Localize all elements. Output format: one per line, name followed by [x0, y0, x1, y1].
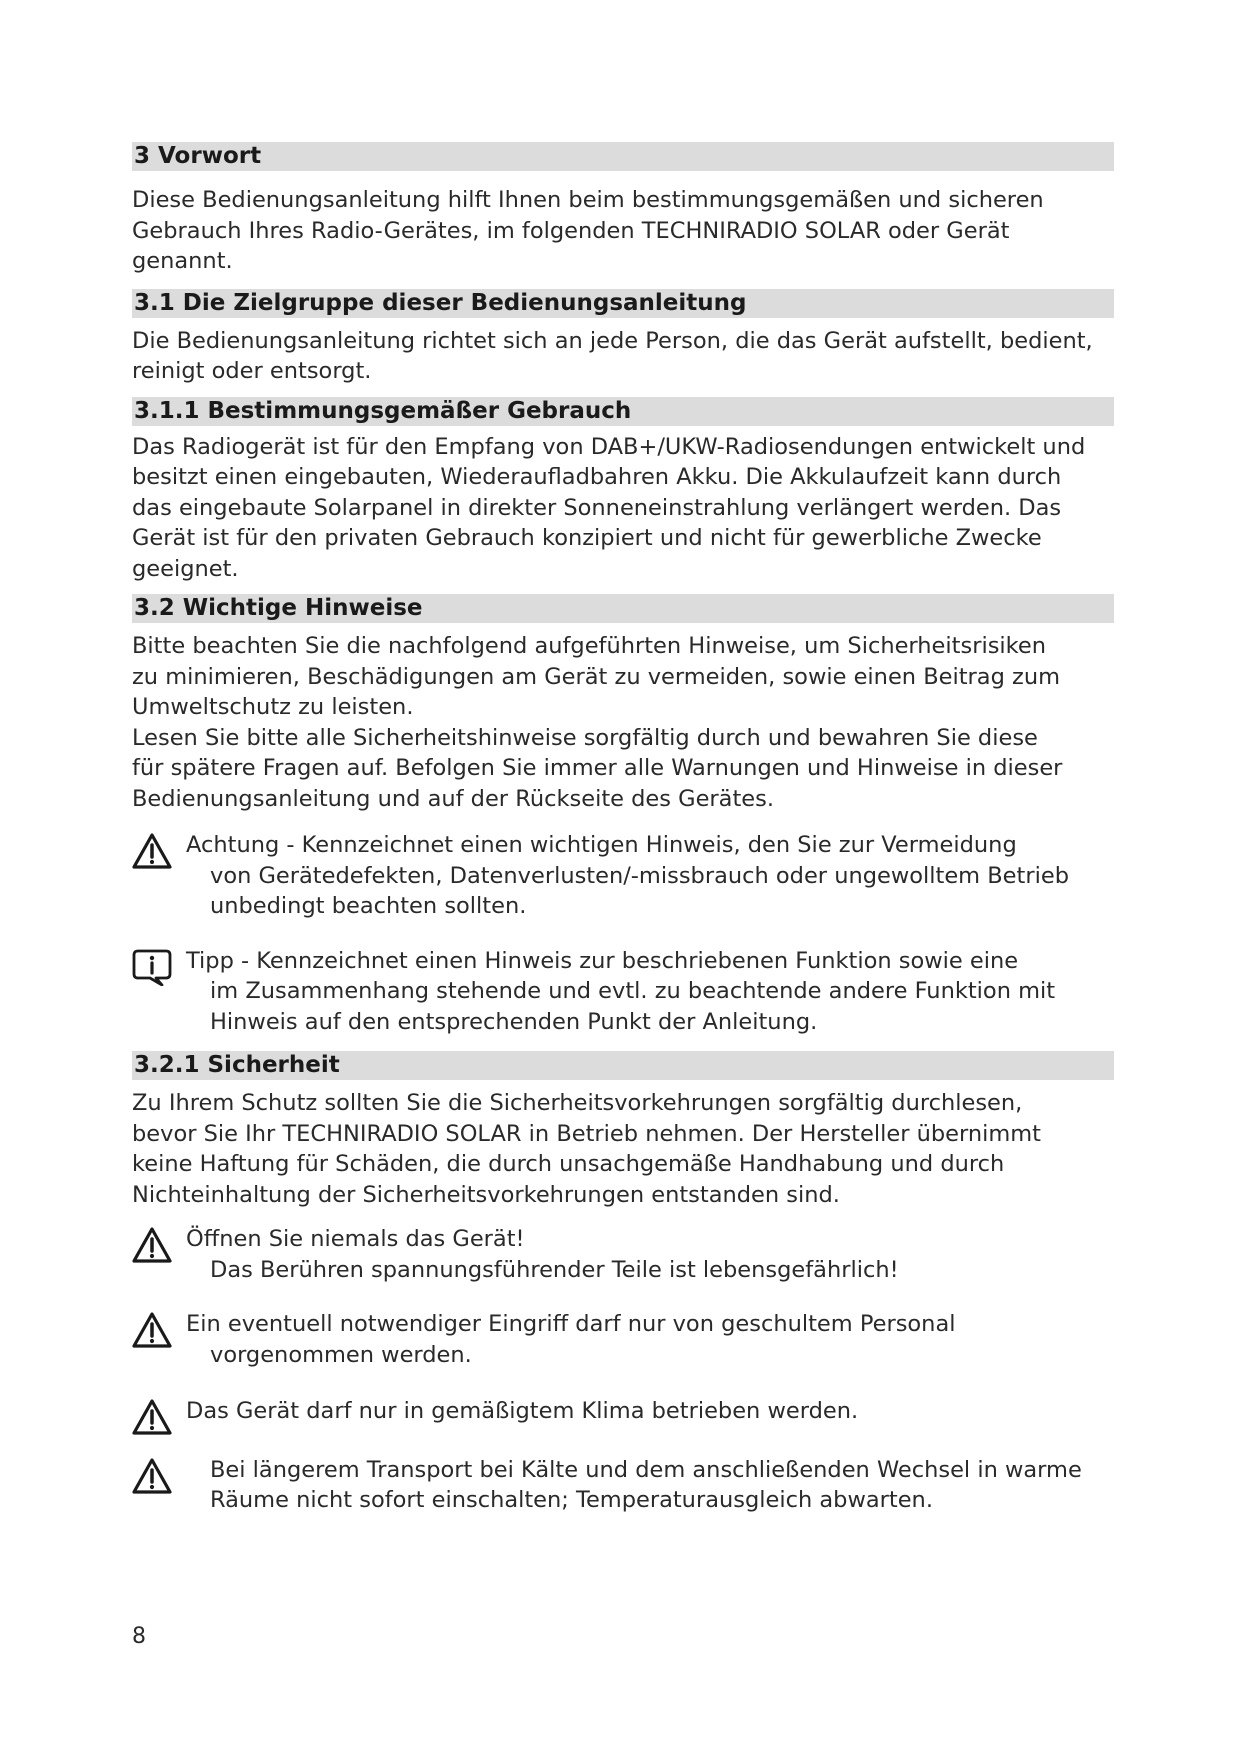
warning-transport — [132, 1455, 1114, 1516]
paragraph-sicherheit: Zu Ihrem Schutz sollten Sie die Sicherheitsvorkehrungen sorgfältig durchlesen, bevor Sie Ihr TECHNIRADIO SOLAR in Betrieb nehmen. Der Hersteller übernimmt keine Haftung für Schäden, die durch unsachgemäße Handhabung und durch Nichteinhaltung der Sicherheitsvorkehrungen entstanden sind. — [132, 1090, 1042, 1208]
manual-page — [132, 142, 1114, 1516]
paragraph-bestimmungsgemaesser-gebrauch: Das Radiogerät ist für den Empfang von DAB+/UKW-Radiosendungen entwickelt und besitzt einen eingebauten, Wiederaufladbahren Akku. Die Akkulaufzeit kann durch das eingebaute Solarpanel in direkter Sonneneinstrahlung verlängert werden. Das Gerät ist für den privaten Gebrauch konzipiert und nicht für gewerbliche Zwecke geeignet. — [132, 433, 1086, 582]
warning-climate — [132, 1396, 1114, 1427]
page-number: 8 — [132, 1624, 146, 1649]
heading-vorwort: 3 Vorwort — [132, 142, 1114, 171]
warning-triangle-icon — [132, 1457, 172, 1495]
warning-open-device-first-line: Öffnen Sie niemals das Gerät! — [186, 1226, 525, 1252]
warning-qualified-personnel-first-line: Ein eventuell notwendiger Eingriff darf nur von geschultem Personal — [186, 1311, 956, 1337]
warning-open-device — [132, 1224, 1114, 1285]
note-tip-first-line: Tipp - Kennzeichnet einen Hinweis zur beschriebenen Funktion sowie eine — [186, 947, 1019, 974]
paragraph-wichtige-hinweise: Bitte beachten Sie die nachfolgend aufgeführten Hinweise, um Sicherheitsrisiken zu minimieren, Beschädigungen am Gerät zu vermeiden, sowie einen Beitrag zum Umweltschutz zu leisten. Lesen Sie bitte alle Sicherheitshinweise sorgfältig durch und bewahren Sie diese für spätere Fragen auf. Befolgen Sie immer alle Warnungen und Hinweise in dieser Bedienungsanleitung und auf der Rückseite des Gerätes. — [132, 633, 1063, 812]
note-attention-first-line: Achtung - Kennzeichnet einen wichtigen Hinweis, den Sie zur Vermeidung — [186, 832, 1017, 858]
heading-bestimmungsgemaesser-gebrauch: 3.1.1 Bestimmungsgemäßer Gebrauch — [132, 397, 1114, 426]
warning-triangle-icon — [132, 1311, 172, 1349]
warning-triangle-icon — [132, 1398, 172, 1436]
warning-transport-text: Bei längerem Transport bei Kälte und dem anschließenden Wechsel in warme Räume nicht sofort einschalten; Temperaturausgleich abwarten. — [210, 1456, 1082, 1513]
heading-sicherheit: 3.2.1 Sicherheit — [132, 1051, 1114, 1080]
warning-qualified-personnel-continuation: vorgenommen werden. — [210, 1341, 472, 1368]
warning-climate-first-line: Das Gerät darf nur in gemäßigtem Klima betrieben werden. — [186, 1398, 859, 1424]
heading-zielgruppe: 3.1 Die Zielgruppe dieser Bedienungsanleitung — [132, 289, 1114, 318]
paragraph-zielgruppe: Die Bedienungsanleitung richtet sich an jede Person, die das Gerät aufstellt, bedient, reinigt oder entsorgt. — [132, 327, 1093, 384]
warning-triangle-icon — [132, 832, 172, 870]
note-tip-continuation: im Zusammenhang stehende und evtl. zu beachtende andere Funktion mit Hinweis auf den entsprechenden Punkt der Anleitung. — [210, 978, 1056, 1035]
heading-wichtige-hinweise: 3.2 Wichtige Hinweise — [132, 594, 1114, 623]
warning-triangle-icon — [132, 1226, 172, 1264]
warning-open-device-continuation: Das Berühren spannungsführender Teile ist lebensgefährlich! — [210, 1256, 899, 1283]
warning-qualified-personnel — [132, 1309, 1114, 1370]
paragraph-vorwort: Diese Bedienungsanleitung hilft Ihnen beim bestimmungsgemäßen und sicheren Gebrauch Ihres Radio-Gerätes, im folgenden TECHNIRADIO SOLAR oder Gerät genannt. — [132, 187, 1044, 274]
note-attention-continuation: von Gerätedefekten, Datenverlusten/-missbrauch oder ungewolltem Betrieb unbedingt beachten sollten. — [210, 862, 1069, 919]
note-tip — [132, 946, 1114, 1038]
info-tip-icon — [132, 948, 172, 986]
note-attention — [132, 830, 1114, 922]
